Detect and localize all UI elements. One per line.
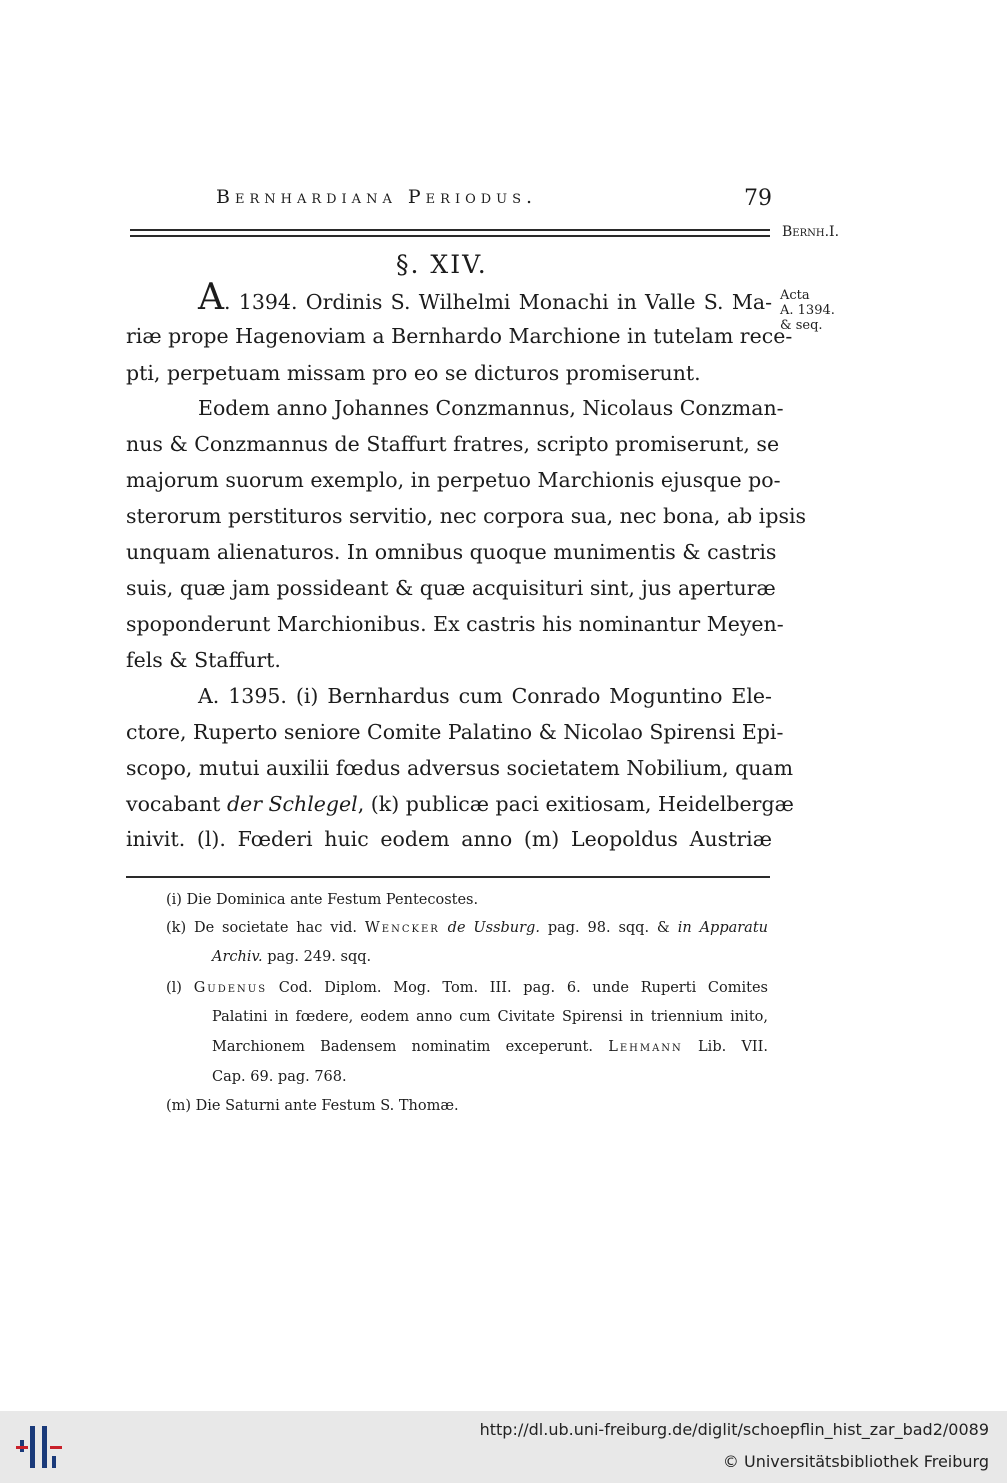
footnote-l-continued	[212, 1038, 768, 1056]
text-line: ctore, Ruperto seniore Comite Palatino & Nicolao Spirensi Epi-	[126, 720, 784, 744]
italic-title: Archiv.	[212, 949, 263, 965]
text-line: pti, perpetuam missam pro eo se dicturos promiserunt.	[126, 361, 701, 385]
text-line: scopo, mutui auxilii fœdus adversus societatem Nobilium, quam	[126, 756, 794, 780]
italic-title: in Apparatu	[677, 920, 768, 936]
italic-title: de Ussburg.	[439, 920, 540, 936]
text-run: Cod. Diplom. Mog. Tom. III. pag. 6. unde Ruperti Comites	[267, 980, 768, 996]
text-line: suis, quæ jam possideant & quæ acquisituri sint, jus aperturæ	[126, 576, 776, 600]
text-run: pag. 249. sqq.	[262, 949, 372, 965]
text-line: Eodem anno Johannes Conzmannus, Nicolaus Conzman-	[198, 396, 784, 420]
text-line: inivit. (l). Fœderi huic eodem anno (m) Leopoldus Austriæ	[126, 827, 772, 851]
text-line: unquam alienaturos. In omnibus quoque munimentis & castris	[126, 540, 777, 564]
text-run: , (k) publicæ paci exitiosam, Heidelbergæ	[357, 792, 794, 816]
text-run: (k) De societate hac vid.	[166, 920, 365, 936]
text-line: sterorum perstituros servitio, nec corpora sua, nec bona, ab ipsis	[126, 504, 807, 528]
author-name: Gudenus	[193, 980, 268, 996]
text-line: nus & Conzmannus de Staffurt fratres, scripto promiserunt, se	[126, 432, 780, 456]
footnote-l	[166, 979, 768, 997]
text-line: majorum suorum exemplo, in perpetuo Marchionis ejusque po-	[126, 468, 781, 492]
text-line	[198, 277, 772, 318]
text-line: spoponderunt Marchionibus. Ex castris his nominantur Meyen-	[126, 612, 784, 636]
text-line: riæ prope Hagenoviam a Bernhardo Marchione in tutelam rece-	[126, 324, 793, 348]
margin-note-line: Acta	[780, 288, 810, 303]
footnote-k	[166, 919, 768, 937]
page-number: 79	[744, 186, 772, 211]
header-rule-bottom	[130, 235, 770, 237]
text-run: (l)	[166, 980, 194, 996]
footnote-m: (m) Die Saturni ante Festum S. Thomæ.	[166, 1098, 459, 1114]
author-name: Lehmann	[608, 1039, 683, 1055]
margin-note-bernh: Bernh.I.	[782, 224, 840, 240]
drop-cap: A	[198, 277, 224, 318]
italic-term: der Schlegel	[226, 792, 358, 816]
text-line: fels & Staffurt.	[126, 648, 281, 672]
permalink-url[interactable]: http://dl.ub.uni-freiburg.de/diglit/schoepflin_hist_zar_bad2/0089	[479, 1420, 989, 1439]
ub-freiburg-logo-icon	[16, 1420, 64, 1474]
text-run: pag. 98. sqq. &	[539, 920, 678, 936]
header-rule-top	[130, 229, 770, 231]
footnote-rule	[126, 876, 770, 878]
text-run: vocabant	[126, 792, 227, 816]
footnote-i: (i) Die Dominica ante Festum Pentecostes.	[166, 892, 479, 908]
footnote-k-continued	[212, 948, 371, 966]
running-title: Bernhardiana Periodus.	[216, 186, 538, 208]
margin-note-line: A. 1394.	[780, 303, 835, 318]
text-run: Lib. VII.	[682, 1039, 768, 1055]
copyright-notice: © Universitätsbibliothek Freiburg	[722, 1452, 989, 1471]
footnote-l-continued: Palatini in fœdere, eodem anno cum Civitate Spirensi in triennium inito,	[212, 1009, 768, 1025]
text-line	[126, 792, 794, 816]
text-run: . 1394. Ordinis S. Wilhelmi Monachi in Valle S. Ma-	[224, 290, 772, 314]
section-title: §. XIV.	[396, 250, 488, 279]
text-run: Marchionem Badensem nominatim exceperunt.	[212, 1039, 609, 1055]
author-name: Wencker	[364, 920, 440, 936]
text-line: A. 1395. (i) Bernhardus cum Conrado Moguntino Ele-	[198, 684, 772, 708]
footnote-l-continued: Cap. 69. pag. 768.	[212, 1069, 347, 1085]
margin-note-line: & seq.	[780, 318, 823, 333]
